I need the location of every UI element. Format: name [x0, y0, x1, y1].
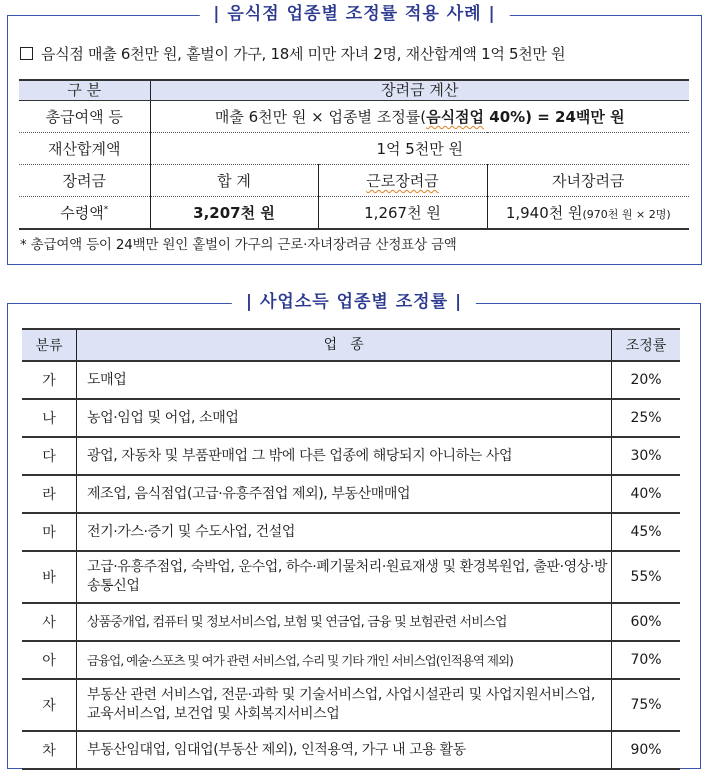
row-industry: 광업, 자동차 및 부품판매업 그 밖에 다른 업종에 해당되지 아니하는 사업	[77, 437, 612, 475]
row-rate: 55%	[612, 551, 681, 603]
table-row	[22, 551, 680, 603]
received-label	[19, 197, 150, 230]
incentive-col-earned	[318, 165, 487, 197]
row-rate: 30%	[612, 437, 681, 475]
received-total: 3,207천 원	[150, 197, 318, 230]
row-category: 라	[22, 475, 77, 513]
table-header-row	[19, 80, 689, 101]
example-box	[7, 4, 702, 265]
incentive-col-child: 자녀장려금	[487, 165, 689, 197]
row-rate: 20%	[612, 361, 681, 399]
assets-label: 재산합계액	[19, 133, 150, 165]
gross-calc-result: = 24백만 원	[532, 108, 625, 126]
row-industry: 상품중개업, 컴퓨터 및 정보서비스업, 보험 및 연금업, 금융 및 보험관련 서비스업	[77, 603, 612, 641]
incentive-label: 장려금	[19, 165, 150, 197]
gross-calc	[150, 101, 689, 133]
row-rate: 90%	[612, 731, 681, 769]
table-row-gross	[19, 101, 689, 133]
row-category: 아	[22, 641, 77, 679]
received-earned: 1,267천 원	[318, 197, 487, 230]
row-category: 다	[22, 437, 77, 475]
table-row	[22, 679, 680, 731]
received-child-detail: (970천 원 × 2명)	[582, 208, 671, 221]
row-rate: 75%	[612, 679, 681, 731]
example-intro-text: 음식점 매출 6천만 원, 홑벌이 가구, 18세 미만 자녀 2명, 재산합계액 1억 5천만 원	[41, 45, 566, 63]
row-category: 자	[22, 679, 77, 731]
rate-box-title: | 사업소득 업종별 조정률 |	[232, 291, 476, 313]
row-category: 마	[22, 513, 77, 551]
row-rate: 45%	[612, 513, 681, 551]
gross-calc-rate: 40%)	[484, 108, 533, 126]
gross-calc-prefix: 매출 6천만 원 × 업종별 조정률(	[214, 108, 427, 126]
header-category: 분류	[22, 329, 77, 361]
row-industry: 농업·임업 및 어업, 소매업	[77, 399, 612, 437]
header-calc: 장려금 계산	[150, 80, 689, 101]
assets-value: 1억 5천만 원	[150, 133, 689, 165]
example-box-title: | 음식점 업종별 조정률 적용 사례 |	[199, 3, 509, 25]
header-rate: 조정률	[612, 329, 681, 361]
table-row	[22, 361, 680, 399]
example-intro	[20, 43, 565, 64]
row-rate: 40%	[612, 475, 681, 513]
table-row-received	[19, 197, 689, 230]
received-child-amount: 1,940천 원	[505, 204, 583, 222]
table-row	[22, 399, 680, 437]
row-industry: 고급·유흥주점업, 숙박업, 운수업, 하수·폐기물처리·원료재생 및 환경복원업, 출판·영상·방송통신업	[77, 551, 612, 603]
checkbox-square-icon	[20, 47, 33, 60]
table-row	[22, 731, 680, 769]
table-row-incentive-heads	[19, 165, 689, 197]
row-rate: 60%	[612, 603, 681, 641]
row-industry: 부동산임대업, 임대업(부동산 제외), 인적용역, 가구 내 고용 활동	[77, 731, 612, 769]
table-header-row	[22, 329, 680, 361]
header-category: 구 분	[19, 80, 150, 101]
industry-rate-table	[22, 328, 680, 770]
footnote-mark: *	[103, 205, 109, 215]
table-row	[22, 475, 680, 513]
table-row	[22, 641, 680, 679]
gross-label: 총급여액 등	[19, 101, 150, 133]
row-category: 사	[22, 603, 77, 641]
rate-box	[7, 292, 701, 769]
incentive-col-earned-text: 근로장려금	[366, 172, 439, 190]
row-category: 차	[22, 731, 77, 769]
row-industry: 금융업, 예술·스포츠 및 여가 관련 서비스업, 수리 및 기타 개인 서비스업(인적용역 제외)	[77, 641, 612, 679]
row-industry: 부동산 관련 서비스업, 전문·과학 및 기술서비스업, 사업시설관리 및 사업지원서비스업, 교육서비스업, 보건업 및 사회복지서비스업	[77, 679, 612, 731]
row-industry: 전기·가스·증기 및 수도사업, 건설업	[77, 513, 612, 551]
gross-calc-highlight: 음식점업	[426, 108, 485, 126]
row-rate: 70%	[612, 641, 681, 679]
row-industry: 제조업, 음식점업(고급·유흥주점업 제외), 부동산매매업	[77, 475, 612, 513]
row-category: 바	[22, 551, 77, 603]
table-row	[22, 437, 680, 475]
row-category: 나	[22, 399, 77, 437]
header-industry: 업 종	[77, 329, 612, 361]
table-row-assets	[19, 133, 689, 165]
row-rate: 25%	[612, 399, 681, 437]
table-row	[22, 603, 680, 641]
footnote: * 총급여액 등이 24백만 원인 홑벌이 가구의 근로·자녀장려금 산정표상 금액	[20, 237, 457, 253]
incentive-calc-table	[19, 79, 689, 230]
table-row	[22, 513, 680, 551]
received-child	[487, 197, 689, 230]
row-category: 가	[22, 361, 77, 399]
row-industry: 도매업	[77, 361, 612, 399]
incentive-col-total: 합 계	[150, 165, 318, 197]
received-label-text: 수령액	[60, 204, 104, 222]
